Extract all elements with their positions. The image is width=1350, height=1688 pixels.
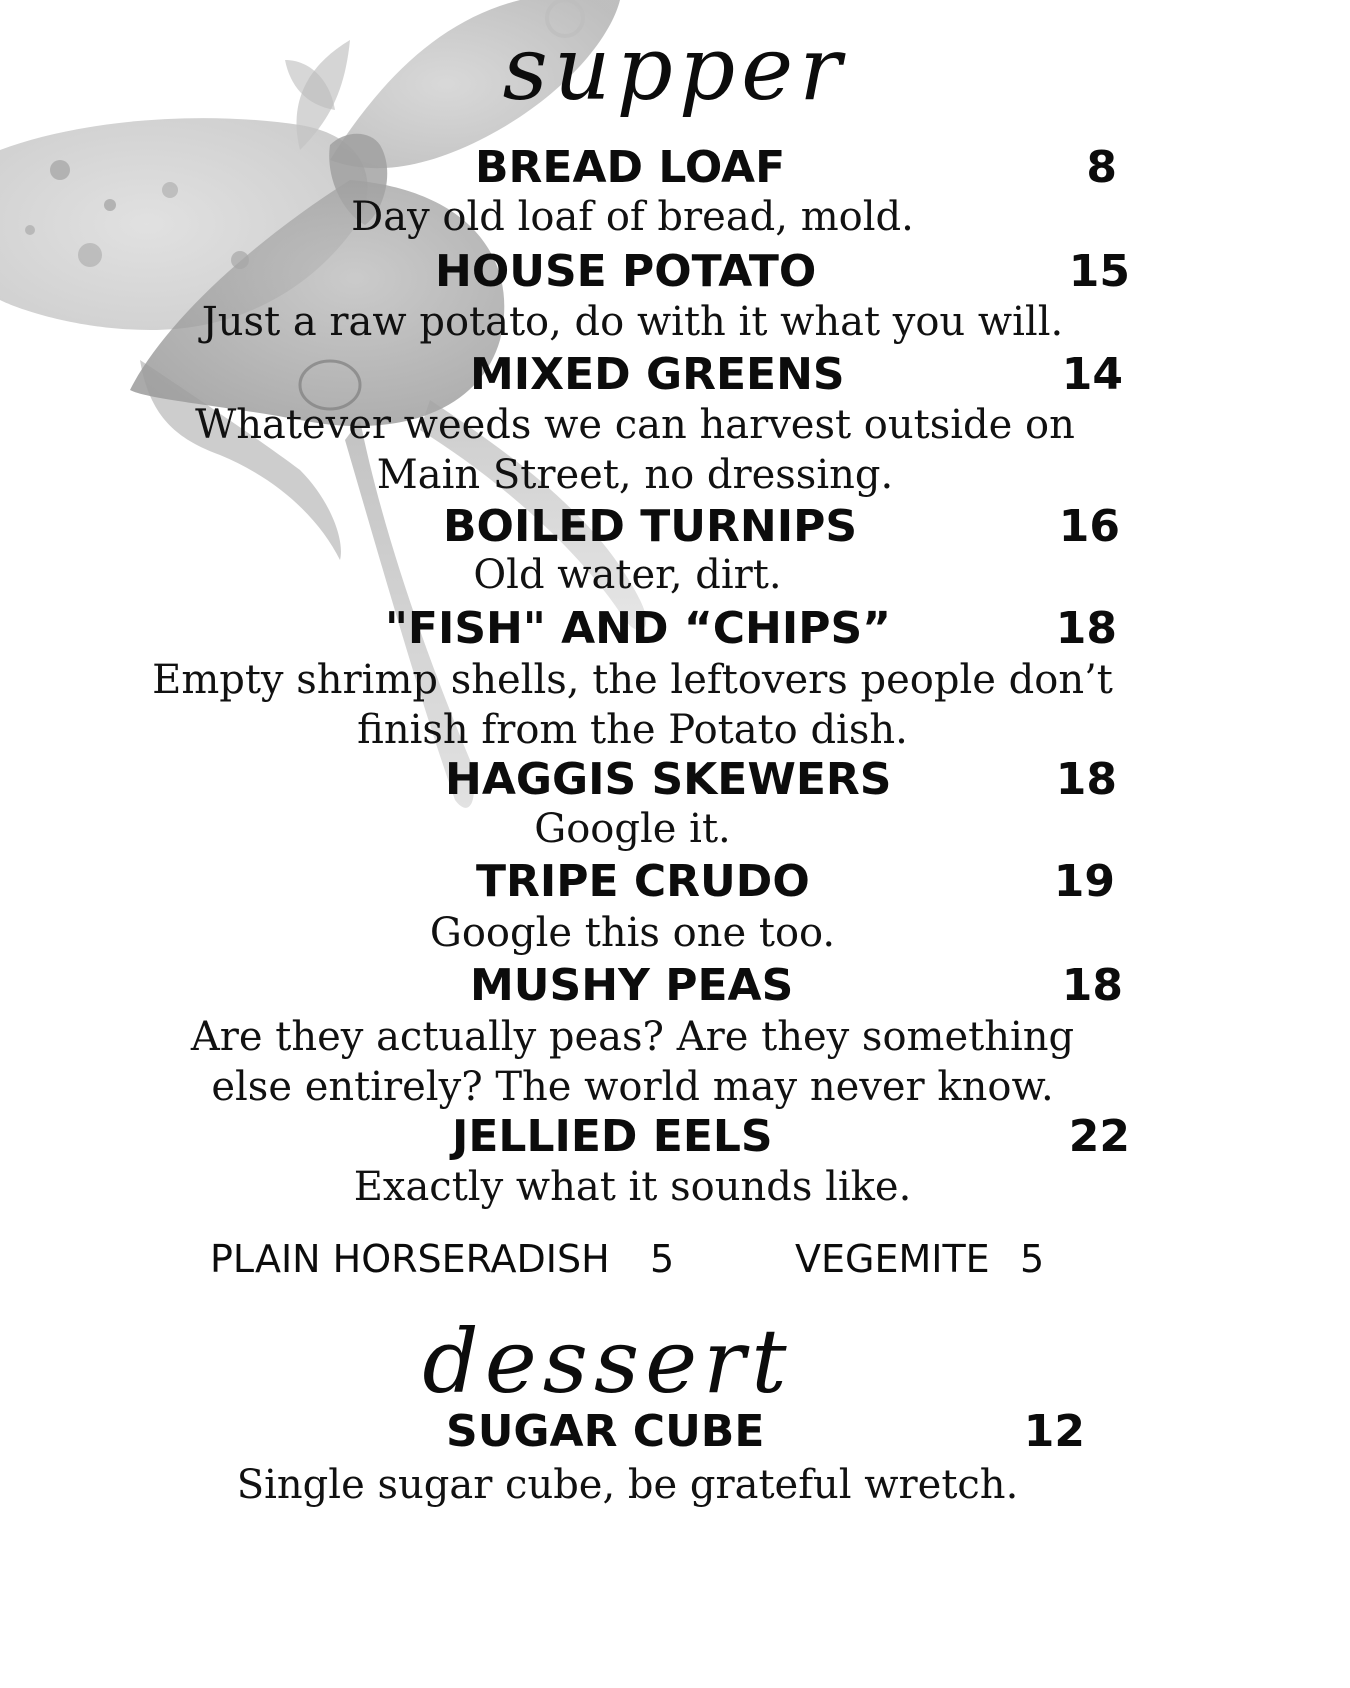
menu-item-name: HOUSE POTATO [435, 246, 817, 297]
menu-item-name: MIXED GREENS [470, 349, 845, 400]
menu-item-price: 18 [1055, 754, 1117, 805]
menu-item-price: 18 [1061, 960, 1123, 1011]
menu-item-description: Day old loaf of bread, mold. [351, 194, 914, 240]
menu-item-price: 19 [1053, 856, 1115, 907]
menu-item-name: BOILED TURNIPS [443, 501, 858, 552]
menu-item-name: JELLIED EELS [452, 1111, 773, 1162]
menu-item-description: Exactly what it sounds like. [353, 1164, 912, 1210]
menu-item-name: "FISH" AND “CHIPS” [385, 603, 892, 654]
menu-item-price: 12 [1023, 1406, 1085, 1457]
supper-heading: supper [502, 17, 848, 120]
menu-item-name: TRIPE CRUDO [476, 856, 810, 907]
extra-item-price: 5 [650, 1237, 675, 1281]
menu-item-description: Whatever weeds we can harvest outside on Main Street, no dressing. [195, 402, 1075, 498]
menu-item-description: Empty shrimp shells, the leftovers people don’t finish from the Potato dish. [152, 657, 1113, 753]
menu-item-price: 18 [1055, 603, 1117, 654]
extra-item-name: PLAIN HORSERADISH [210, 1237, 610, 1281]
menu-item-price: 16 [1058, 501, 1120, 552]
menu-item-description: Google it. [534, 806, 731, 852]
menu-item-description: Just a raw potato, do with it what you will. [201, 299, 1064, 345]
menu-item-description: Google this one too. [429, 910, 836, 956]
extra-item-price: 5 [1020, 1237, 1045, 1281]
menu-item-price: 14 [1061, 349, 1123, 400]
menu-item-price: 15 [1068, 246, 1130, 297]
menu-item-name: SUGAR CUBE [446, 1406, 765, 1457]
extra-item-name: VEGEMITE [795, 1237, 990, 1281]
menu-item-name: BREAD LOAF [475, 142, 786, 193]
dessert-heading: dessert [422, 1310, 793, 1413]
menu-item-price: 8 [1086, 142, 1117, 193]
menu-item-description: Single sugar cube, be grateful wretch. [236, 1462, 1019, 1508]
menu-item-description: Old water, dirt. [473, 552, 782, 598]
menu-item-name: MUSHY PEAS [470, 960, 794, 1011]
menu-item-name: HAGGIS SKEWERS [445, 754, 892, 805]
menu-item-description: Are they actually peas? Are they something else entirely? The world may never know. [190, 1014, 1075, 1110]
menu-item-price: 22 [1068, 1111, 1130, 1162]
